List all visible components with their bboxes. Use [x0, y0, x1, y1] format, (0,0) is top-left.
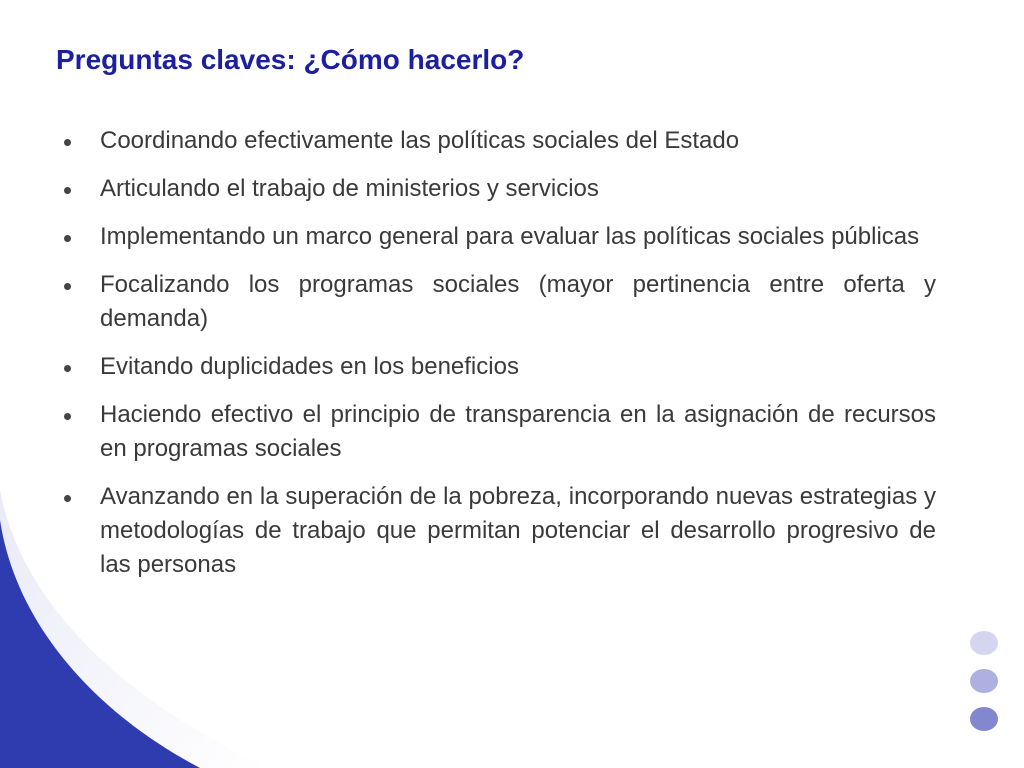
- bullet-text: Haciendo efectivo el principio de transparencia en la asignación de recursos en programas sociales: [100, 401, 936, 462]
- bullet-text: Evitando duplicidades en los beneficios: [100, 353, 519, 380]
- bullet-text: Avanzando en la superación de la pobreza, incorporando nuevas estrategias y metodologías de trabajo que permitan potenciar el desarrollo progresivo de las personas: [100, 483, 936, 578]
- decorative-dot-light: [970, 631, 998, 655]
- bullet-dot-icon: [64, 139, 71, 146]
- bullet-text: Focalizando los programas sociales (mayor pertinencia entre oferta y demanda): [100, 271, 936, 332]
- bullet-text: Implementando un marco general para evaluar las políticas sociales públicas: [100, 223, 920, 250]
- bullet-item: [62, 480, 936, 582]
- bullet-text: Articulando el trabajo de ministerios y servicios: [100, 175, 599, 202]
- bullet-item: [62, 220, 936, 254]
- bullet-text: Coordinando efectivamente las políticas sociales del Estado: [100, 127, 740, 154]
- bullet-list: [62, 124, 936, 596]
- bullet-dot-icon: [64, 413, 71, 420]
- slide-title: Preguntas claves: ¿Cómo hacerlo?: [56, 44, 525, 75]
- bullet-dot-icon: [64, 365, 71, 372]
- bullet-item: [62, 350, 936, 384]
- bullet-dot-icon: [64, 283, 71, 290]
- bullet-item: [62, 124, 936, 158]
- bullet-item: [62, 398, 936, 466]
- bullet-dot-icon: [64, 235, 71, 242]
- bullet-dot-icon: [64, 187, 71, 194]
- decorative-dot-mid: [970, 669, 998, 693]
- bullet-item: [62, 172, 936, 206]
- bullet-dot-icon: [64, 495, 71, 502]
- bullet-item: [62, 268, 936, 336]
- decorative-dot-dark: [970, 707, 998, 731]
